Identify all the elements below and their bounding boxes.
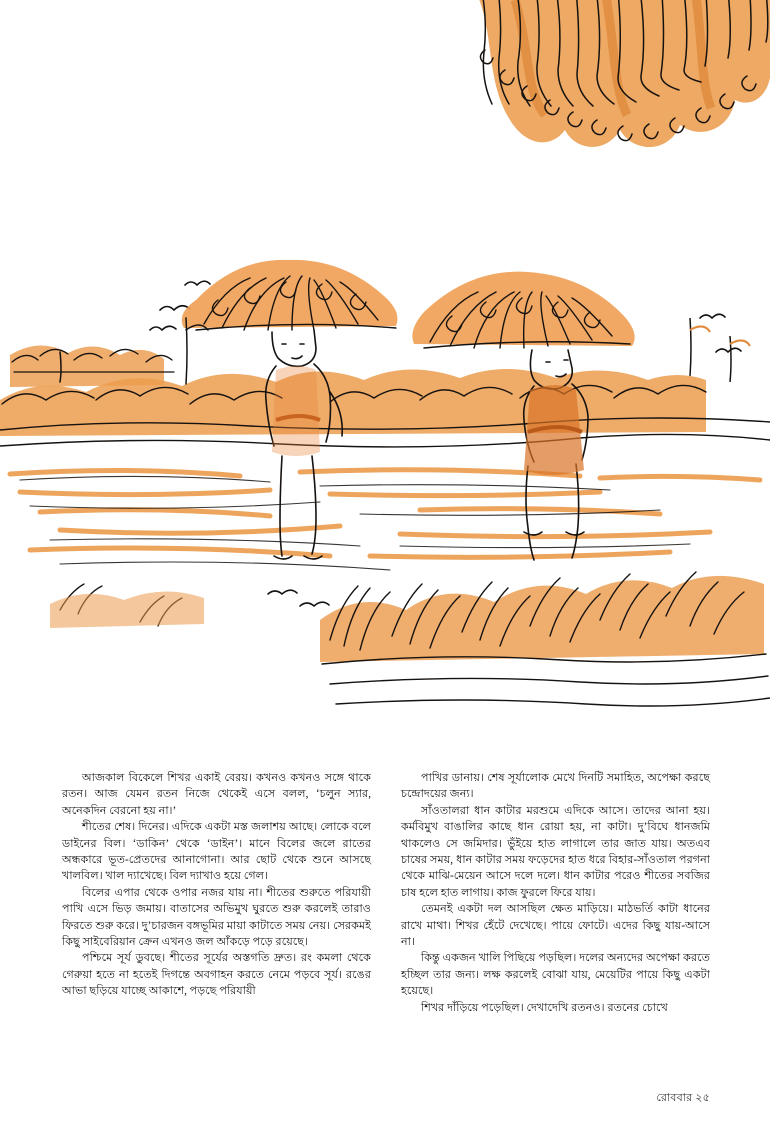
water-channel xyxy=(10,470,760,558)
paragraph: কিন্তু একজন খালি পিছিয়ে পড়ছিল। দলের অন্যদের অপেক্ষা করতে হচ্ছিল তার জন্য। লক্ষ করলেই বোঝা যায়, মেয়েটির পায়ে কিছু একটা হয়েছে। xyxy=(401,952,710,998)
left-column xyxy=(62,770,371,1016)
right-column xyxy=(401,770,710,1016)
page-footer: রোববার ২৫ xyxy=(656,1092,710,1104)
paragraph: আজকাল বিকেলে শিখর একাই বেরয়। কখনও কখনও সঙ্গে থাকে রতন। আজ যেমন রতন নিজে থেকেই এসে বলল, ‘চলুন স্যার, অনেকদিন বেরনো হয় না।’ xyxy=(62,772,371,817)
paragraph: শীতের শেষ। দিনের। এদিকে একটা মস্ত জলাশয় আছে। লোকে বলে ডাইনের বিল। ‘ডাকিন’ থেকে ‘ডাইন’। মানে বিলের জলে রাতের অন্ধকারে ভূত-প্রেতদের আনাগোনা। আর ছোট থেকে শুনে আসছে খালবিল। খাল দ্যাখেছে। বিল দ্যাখাও হয়ে গেল। xyxy=(62,821,371,883)
paragraph: পশ্চিমে সূর্য ডুবছে। শীতের সূর্যের অস্তগতি দ্রুত। রং কমলা থেকে গেরুয়া হতে না হতেই দিগন্তে অবগাহন করতে নেমে পড়বে সূর্য। রঙের আভা ছড়িয়ে যাচ্ছে আকাশে, পড়ছে পরিযায়ী xyxy=(62,952,371,998)
paragraph: শিখর দাঁড়িয়ে পড়েছিল। দেখাদেখি রতনও। রতনের চোখে xyxy=(421,1001,668,1014)
paragraph: সাঁওতালরা ধান কাটার মরশুমে এদিকে আসে। তাদের আনা হয়। কর্মবিমুখ বাঙালির কাছে ধান রোয়া হয়, না কাটা। দু’বিঘে ধানজমি থাকলেও সে জমিদার। ভুঁইয়ে হাত লাগালে তার জাত যায়। অতএব চাষের সময়, ধান কাটার সময় ফড়েদের হাত ধরে বিহার-সাঁওতাল পরগনা থেকে মাঝি-মেয়েন আসে দলে দলে। ধান কাটার পরেও শীতের সবজির চাষ হলে হাত লাগায়। কাজ ফুরলে ফিরে যায়। xyxy=(401,804,710,899)
top-haystack xyxy=(475,0,770,147)
paragraph: পাখির ডানায়। শেষ সূর্যালোক মেখে দিনটি সমাহিত, অপেক্ষা করছে চন্দ্রোদয়ের জন্য। xyxy=(401,772,710,801)
paragraph: তেমনই একটা দল আসছিল ক্ষেত মাড়িয়ে। মাঠভর্তি কাটা ধানের রাখে মাথা। শিখর হেঁটে দেখেছে। পায়ে ফোটে। এদের কিছু যায়-আসে না। xyxy=(401,903,710,949)
paragraph: বিলের এপার থেকে ওপার নজর যায় না। শীতের শুরুতে পরিযায়ী পাখি এসে ভিড় জমায়। বাতাসের অভিমুখ ঘুরতে শুরু করলেই তারাও ফিরতে শুরু করে। দু’চারজন বঙ্গভূমির মায়া কাটাতে সময় নেয়। সেরকমই কিছু সাইবেরিয়ান ক্রেন এখনও জল আঁকড়ে পড়ে রয়েছে। xyxy=(62,886,371,949)
foreground-paddy-rows xyxy=(50,572,770,706)
body-text xyxy=(62,770,710,1016)
